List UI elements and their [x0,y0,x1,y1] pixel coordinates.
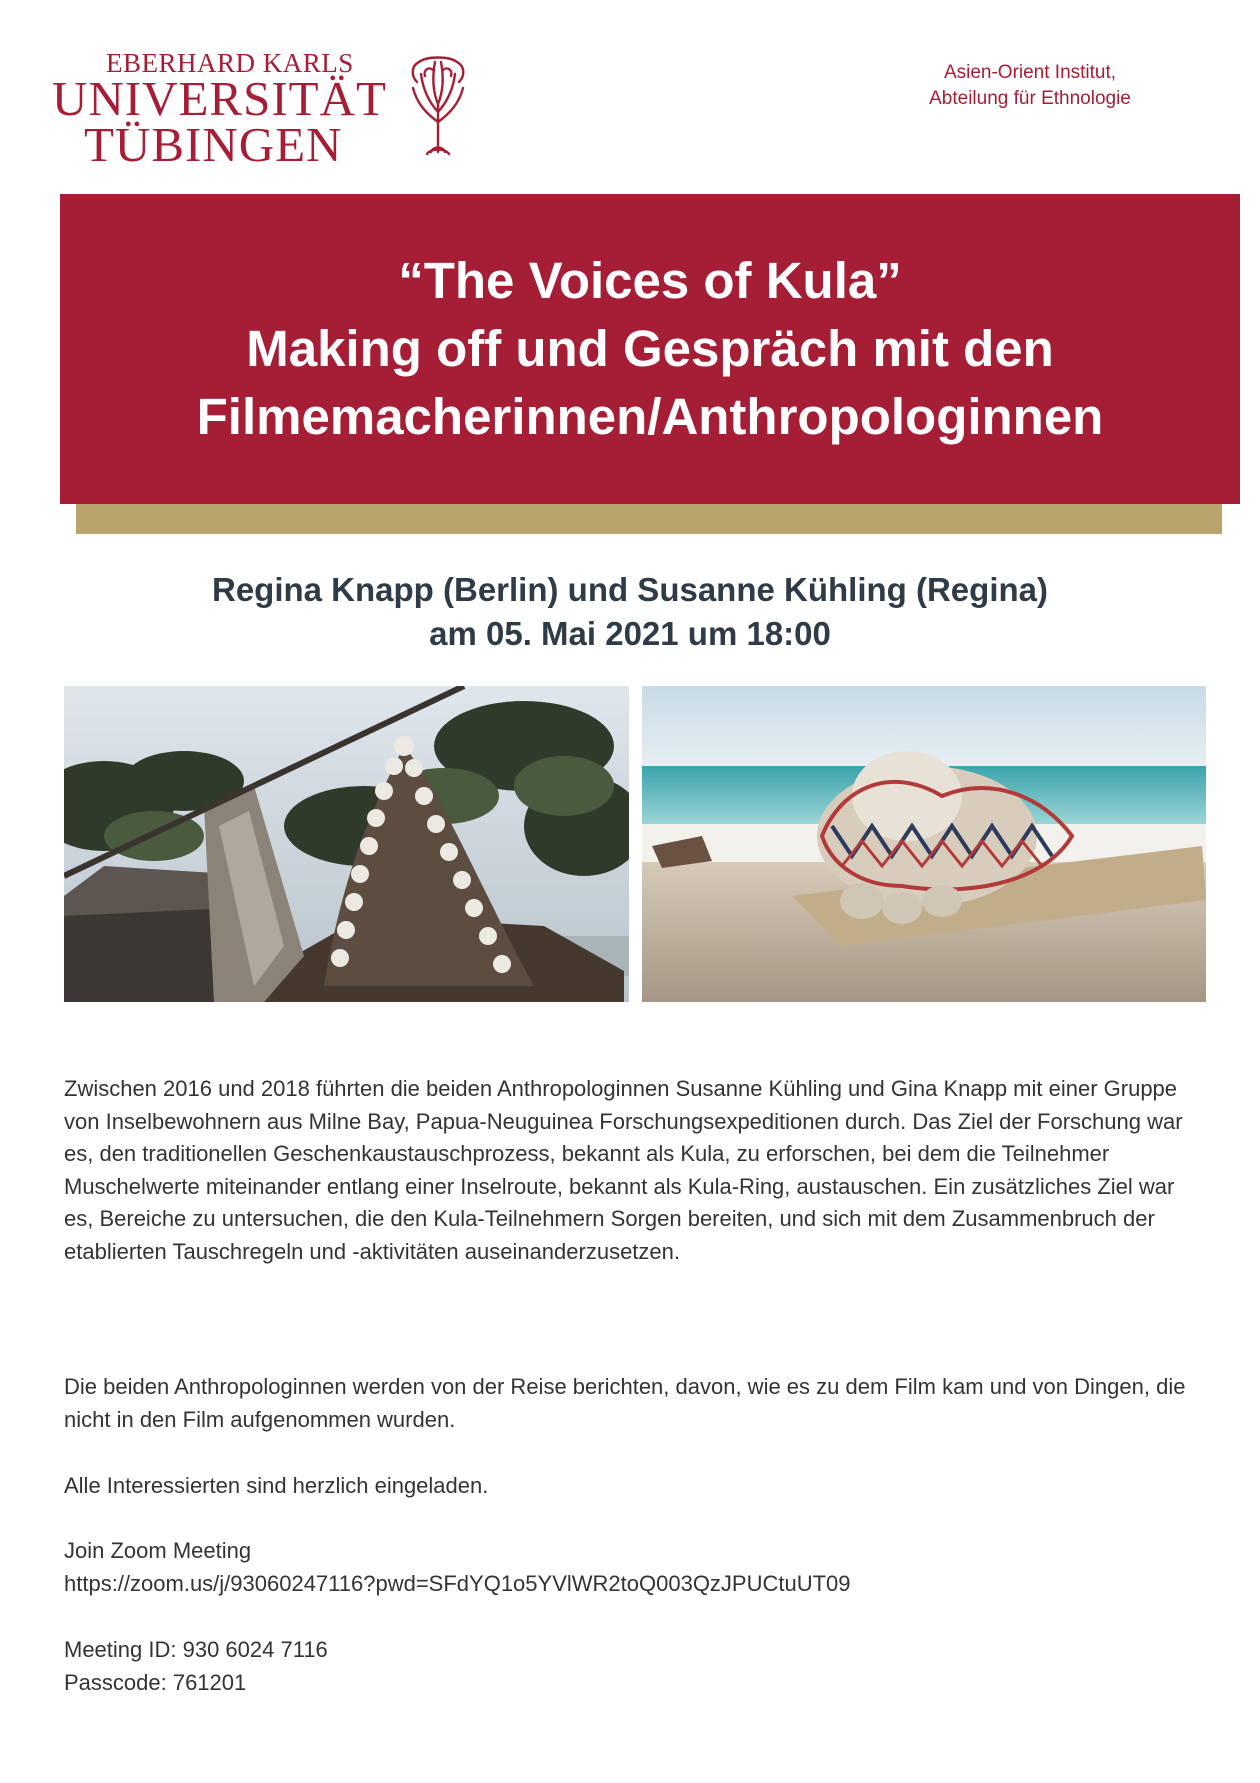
institute-line-1: Asien-Orient Institut, [943,62,1117,83]
speakers-and-date [0,568,1260,656]
invitation-text: Alle Interessierten sind herzlich eingeladen. [64,1473,489,1498]
banner-gold-shadow [76,504,1222,534]
banner-title-line-1: “The Voices of Kula” [398,252,902,309]
logo-line-eberhard-karls: EBERHARD KARLS [106,48,354,78]
palm-tree-seal-icon [407,52,469,156]
meeting-passcode: Passcode: 761201 [64,1669,247,1695]
title-banner [60,194,1240,504]
university-logo [52,48,472,172]
canoe-prow-photo [64,686,629,1002]
meeting-id: Meeting ID: 930 6024 7116 [64,1637,328,1662]
logo-line-universitaet: UNIVERSITÄT [52,71,387,126]
institute-line-2: Abteilung für Ethnologie [929,88,1131,109]
description-paragraph: Zwischen 2016 und 2018 führten die beiden Anthropologinnen Susanne Kühling und Gina Knapp mit einer Gruppe von Inselbewohnern aus Milne Bay, Papua-Neuguinea Forschungsexpeditionen durch. Das Ziel der Forschung war es, den traditionellen Geschenkaustauschprozess, bekannt als Kula, zu erforschen, bei dem die Teilnehmer Muschelwerte miteinander entlang einer Inselroute, bekannt als Kula-Ring, austauschen. Ein zusätzliches Ziel war es, Bereiche zu untersuchen, die den Kula-Teilnehmern Sorgen bereiten, und sich mit dem Zusammenbruch der etablierten Tauschregeln und -aktivitäten auseinanderzusetzen. [64,1076,1183,1264]
institute-label [860,60,1200,112]
date-line: am 05. Mai 2021 um 18:00 [429,615,831,652]
speakers-line: Regina Knapp (Berlin) und Susanne Kühling (Regina) [211,571,1048,608]
banner-title-line-2: Making off und Gespräch mit den [246,320,1054,377]
banner-title-line-3: Filmemacherinnen/Anthropologinnen [196,388,1104,445]
meeting-details [64,1634,328,1699]
zoom-label: Join Zoom Meeting [64,1538,252,1563]
shell-on-beach-photo [642,686,1206,1002]
zoom-link[interactable]: https://zoom.us/j/93060247116?pwd=SFdYQ1o5YVlWR2toQ003QzJPUCtuUT09 [64,1570,851,1596]
logo-line-tuebingen: TÜBINGEN [84,117,343,172]
report-paragraph: Die beiden Anthropologinnen werden von der Reise berichten, davon, wie es zu dem Film kam und von Dingen, die nicht in den Film aufgenommen wurden. [64,1374,1186,1432]
zoom-section [64,1535,851,1600]
